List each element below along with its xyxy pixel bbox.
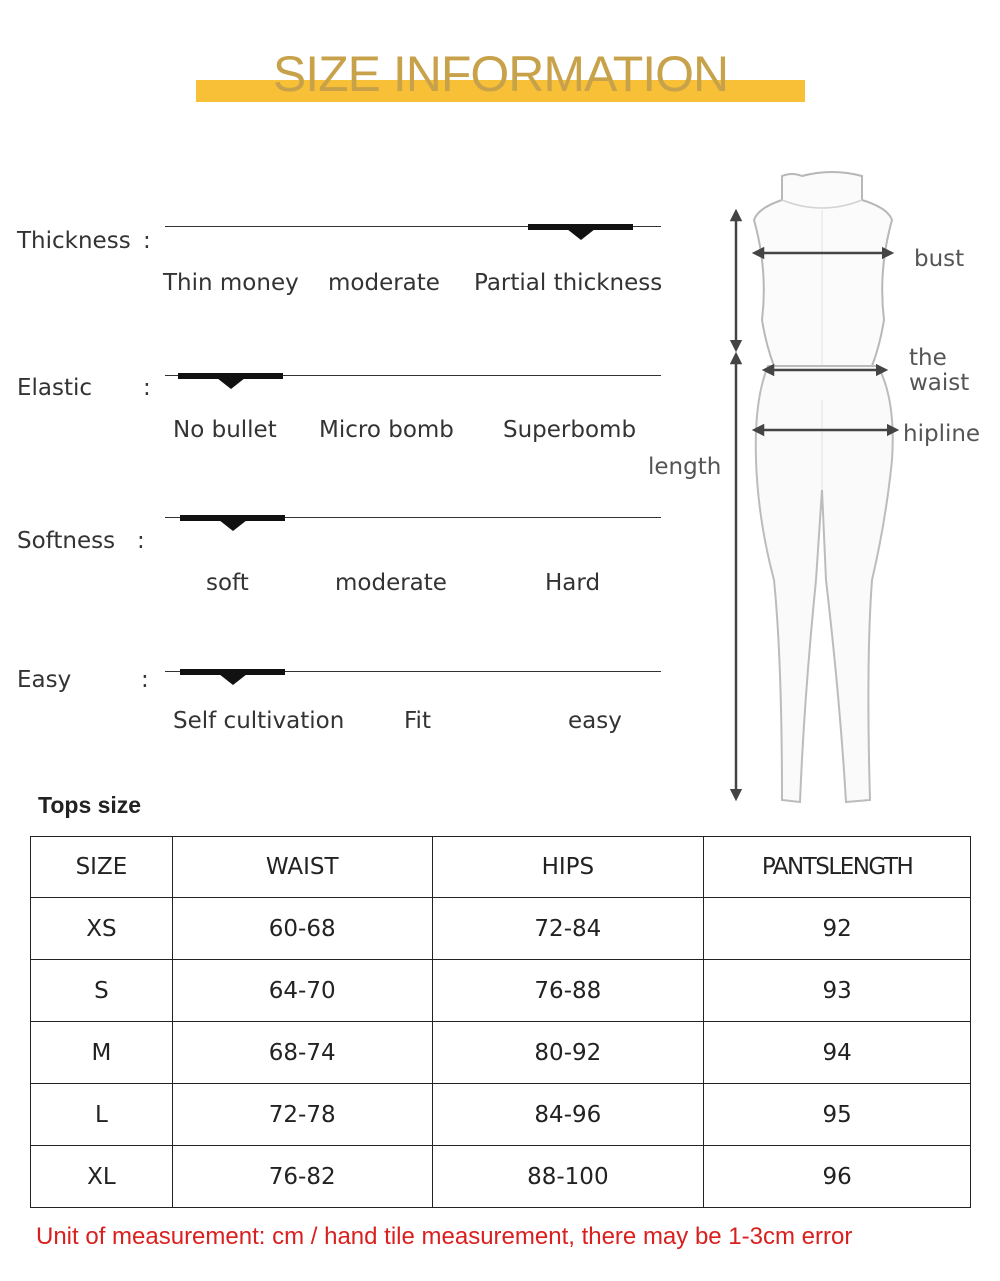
page-title: SIZE INFORMATION bbox=[272, 46, 729, 102]
cell-size: XS bbox=[31, 898, 173, 960]
table-row bbox=[31, 1022, 971, 1084]
attr-colon: : bbox=[143, 375, 151, 401]
header-waist: WAIST bbox=[172, 837, 432, 898]
option-no-bullet: No bullet bbox=[173, 417, 277, 443]
cell-waist: 64-70 bbox=[172, 960, 432, 1022]
cell-hips: 88-100 bbox=[432, 1146, 704, 1208]
option-fit: Fit bbox=[404, 708, 431, 734]
header-hips: HIPS bbox=[432, 837, 704, 898]
option-superbomb: Superbomb bbox=[503, 417, 637, 443]
table-row bbox=[31, 960, 971, 1022]
cell-pants-length: 94 bbox=[704, 1022, 971, 1084]
option-easy: easy bbox=[568, 708, 622, 734]
cell-waist: 68-74 bbox=[172, 1022, 432, 1084]
attr-label-easy: Easy bbox=[17, 667, 72, 693]
table-header-row bbox=[31, 837, 971, 898]
table-row bbox=[31, 1146, 971, 1208]
cell-waist: 72-78 bbox=[172, 1084, 432, 1146]
option-soft: soft bbox=[206, 570, 249, 596]
scale-pointer-icon bbox=[217, 378, 245, 389]
option-micro-bomb: Micro bomb bbox=[319, 417, 454, 443]
cell-pants-length: 96 bbox=[704, 1146, 971, 1208]
option-partial-thickness: Partial thickness bbox=[474, 270, 663, 296]
table-row bbox=[31, 1084, 971, 1146]
cell-hips: 84-96 bbox=[432, 1084, 704, 1146]
attr-label-thickness: Thickness bbox=[17, 228, 131, 254]
cell-pants-length: 93 bbox=[704, 960, 971, 1022]
cell-hips: 72-84 bbox=[432, 898, 704, 960]
measure-label-length: length bbox=[648, 454, 722, 480]
cell-pants-length: 92 bbox=[704, 898, 971, 960]
attr-colon: : bbox=[141, 667, 149, 693]
cell-size: XL bbox=[31, 1146, 173, 1208]
option-moderate: moderate bbox=[328, 270, 440, 296]
size-table bbox=[30, 836, 971, 1208]
option-thin-money: Thin money bbox=[163, 270, 299, 296]
cell-size: L bbox=[31, 1084, 173, 1146]
option-moderate: moderate bbox=[335, 570, 447, 596]
cell-size: S bbox=[31, 960, 173, 1022]
attr-label-elastic: Elastic bbox=[17, 375, 93, 401]
cell-pants-length: 95 bbox=[704, 1084, 971, 1146]
scale-pointer-icon bbox=[567, 229, 595, 240]
table-row bbox=[31, 898, 971, 960]
scale-pointer-icon bbox=[219, 520, 247, 531]
cell-hips: 80-92 bbox=[432, 1022, 704, 1084]
option-hard: Hard bbox=[545, 570, 601, 596]
measure-label-hipline: hipline bbox=[903, 421, 981, 447]
attr-label-softness: Softness bbox=[17, 528, 116, 554]
cell-hips: 76-88 bbox=[432, 960, 704, 1022]
measure-label-bust: bust bbox=[914, 246, 965, 272]
attr-colon: : bbox=[143, 228, 151, 254]
attr-colon: : bbox=[137, 528, 145, 554]
cell-waist: 60-68 bbox=[172, 898, 432, 960]
measure-label-waist: the waist bbox=[909, 345, 970, 396]
header-pants-length: PANTSLENGTH bbox=[704, 837, 971, 898]
option-self-cultivation: Self cultivation bbox=[173, 708, 345, 734]
table-title: Tops size bbox=[38, 792, 142, 818]
header-size: SIZE bbox=[31, 837, 173, 898]
cell-size: M bbox=[31, 1022, 173, 1084]
measurement-footnote: Unit of measurement: cm / hand tile measurement, there may be 1-3cm error bbox=[36, 1223, 853, 1250]
scale-pointer-icon bbox=[219, 674, 247, 685]
cell-waist: 76-82 bbox=[172, 1146, 432, 1208]
